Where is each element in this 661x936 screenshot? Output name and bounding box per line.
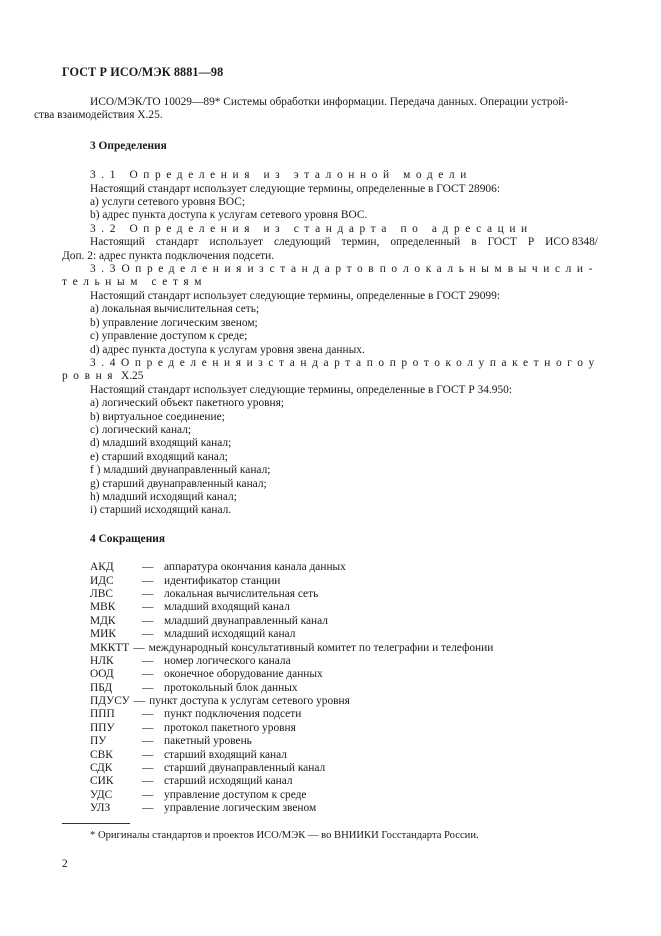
abbreviation-row [90,802,598,815]
abbreviation-dash: — [142,788,154,801]
word: локальным [403,263,508,276]
abbreviation-row [90,682,598,695]
intro-line-2: ства взаимодействия X.25. [34,109,163,122]
abbreviation-meaning: младший исходящий канал [164,628,296,641]
abbreviation-term: НЛК [90,654,114,667]
abbreviation-row [90,601,598,614]
abbreviation-meaning: протокольный блок данных [164,681,298,694]
abbreviation-term: УДС [90,788,113,801]
word: 3.4 [90,356,122,369]
word: ГОСТ [487,236,517,249]
abbreviation-meaning: старший исходящий канал [164,775,293,788]
abbreviation-term: ИДС [90,574,114,587]
abbreviation-row [90,695,598,708]
abbreviation-dash: — [142,721,154,734]
subsection-3-4-title-cont-spaced: ровня [62,370,119,383]
word: стандарт [155,236,199,249]
abbreviation-term: МККТТ [90,641,130,654]
abbreviation-row [90,708,598,721]
abbreviation-dash: — [142,601,154,614]
abbreviation-meaning: номер логического канала [164,654,291,667]
abbreviation-dash: — [142,614,154,627]
abbreviation-row [90,789,598,802]
footnote-divider [62,823,130,824]
subsection-3-3-title [62,263,598,276]
abbreviation-meaning: управление доступом к среде [164,788,307,801]
abbreviation-dash: — [142,654,154,667]
subsection-3-1-list [62,196,598,223]
abbreviation-dash: — [133,641,145,654]
word: из [246,356,269,369]
abbreviation-row [90,561,598,574]
abbreviation-row [90,775,598,788]
list-item: i) старший исходящий канал. [90,504,232,517]
abbreviation-term: ППП [90,708,115,721]
abbreviation-dash: — [142,681,154,694]
word: Р [527,236,535,249]
list-item: h) младший исходящий канал; [90,490,237,503]
list-item: c) управление доступом к среде; [90,330,248,343]
abbreviation-row [90,628,598,641]
subsection-3-1-intro: Настоящий стандарт использует следующие термины, определенные в ГОСТ 28906: [90,182,500,195]
footnote: * Оригиналы стандартов и проектов ИСО/МЭК — во ВНИИКИ Госстандарта России. [90,830,479,841]
abbreviation-meaning: оконечное оборудование данных [164,668,323,681]
abbreviation-dash: — [142,587,154,600]
subsection-3-2-intro [62,236,598,249]
abbreviation-meaning: младший входящий канал [164,601,290,614]
abbreviation-row [90,642,598,655]
abbreviation-term: ППУ [90,721,115,734]
abbreviation-term: ПДУСУ [90,695,130,708]
list-item: d) младший входящий канал; [90,437,232,450]
word: в [471,236,477,249]
abbreviation-row [90,615,598,628]
word: Определения [121,263,248,276]
subsection-3-1-title: 3.1 Определения из эталонной модели [90,169,472,182]
abbreviation-term: УЛЗ [90,802,111,815]
list-item: а) логический объект пакетного уровня; [90,397,285,410]
abbreviation-term: СДК [90,762,113,775]
intro-line-1: ИСО/МЭК/ТО 10029—89* Системы обработки информации. Передача данных. Операции устрой- [90,96,569,108]
abbreviation-term: МИК [90,628,116,641]
subsection-3-2-intro-cont: Доп. 2: адрес пункта подключения подсети. [62,249,275,262]
word: стандарта [268,356,367,369]
abbreviation-row [90,668,598,681]
abbreviation-dash: — [142,574,154,587]
list-item: d) адрес пункта доступа к услугам уровня звена данных. [90,343,365,356]
abbreviation-row [90,735,598,748]
word: термин, [341,236,380,249]
list-item: c) логический канал; [90,423,192,436]
subsection-3-2-title: 3.2 Определения из стандарта по адресации [90,222,533,235]
subsection-3-4-title [62,357,598,370]
subsection-3-3-title-cont: тельным сетям [62,276,208,289]
abbreviation-term: АКД [90,561,114,574]
abbreviation-term: ЛВС [90,587,113,600]
word: по [366,356,390,369]
subsection-3-3-intro: Настоящий стандарт использует следующие термины, определенные в ГОСТ 29099: [90,289,500,302]
abbreviation-dash: — [133,695,146,708]
abbreviation-list [62,561,598,815]
document-body [34,96,600,816]
abbreviation-meaning: пункт подключения подсети [164,708,302,721]
abbreviation-dash: — [142,748,154,761]
abbreviation-dash: — [142,802,154,815]
abbreviation-meaning: старший входящий канал [164,748,287,761]
abbreviation-dash: — [142,628,154,641]
abbreviation-meaning: управление логическим звеном [164,802,317,815]
word: у [588,356,600,369]
abbreviation-term: СВК [90,748,113,761]
abbreviation-row [90,722,598,735]
abbreviation-meaning: пакетный уровень [164,735,252,748]
section-4-heading: 4 Сокращения [90,532,166,545]
word: использует [209,236,264,249]
abbreviation-dash: — [142,668,154,681]
abbreviation-term: ПУ [90,735,107,748]
abbreviation-row [90,655,598,668]
intro-paragraph [34,96,598,123]
word: Настоящий [90,236,145,249]
list-item: e) старший входящий канал; [90,450,228,463]
abbreviation-term: ПБД [90,681,113,694]
list-item: b) адрес пункта доступа к услугам сетевого уровня ВОС. [90,209,368,222]
list-item: а) локальная вычислительная сеть; [90,303,260,316]
subsection-3-4-list [62,397,598,518]
abbreviation-meaning: протокол пакетного уровня [164,721,296,734]
abbreviation-row [90,588,598,601]
abbreviation-meaning: международный консультативный комитет по телеграфии и телефонии [148,641,494,654]
section-3-heading: 3 Определения [90,139,167,152]
abbreviation-term: ООД [90,668,114,681]
document-header: ГОСТ Р ИСО/МЭК 8881—98 [62,65,224,79]
abbreviation-dash: — [142,762,154,775]
word: 3.3 [90,263,122,276]
abbreviation-dash: — [142,735,154,748]
word: протоколу [389,356,490,369]
word: из [247,263,270,276]
abbreviation-meaning: локальная вычислительная сеть [164,587,319,600]
subsection-3-4-title-cont-plain: X.25 [120,370,144,383]
subsection-3-4-title-cont [62,370,598,383]
word: ИСО 8348/ [545,236,598,249]
abbreviation-term: СИК [90,775,114,788]
abbreviation-dash: — [142,708,154,721]
word: определенный [390,236,461,249]
word: по [379,263,403,276]
word: следующий [273,236,331,249]
list-item: f ) младший двунаправленный канал; [90,464,271,477]
page-number: 2 [62,858,68,870]
word: стандартов [269,263,380,276]
list-item: b) управление логическим звеном; [90,316,258,329]
abbreviation-meaning: аппаратура окончания канала данных [164,561,346,574]
word: вычисли- [507,263,598,276]
abbreviation-row [90,762,598,775]
subsection-3-3-list [62,303,598,357]
abbreviation-row [90,575,598,588]
list-item: b) виртуальное соединение; [90,410,225,423]
abbreviation-dash: — [142,561,154,574]
abbreviation-row [90,749,598,762]
word: Определения [121,356,247,369]
list-item: g) старший двунаправленный канал; [90,477,267,490]
abbreviation-dash: — [142,775,154,788]
subsection-3-4-intro: Настоящий стандарт использует следующие термины, определенные в ГОСТ Р 34.950: [90,383,513,396]
abbreviation-term: МВК [90,601,116,614]
abbreviation-term: МДК [90,614,116,627]
abbreviation-meaning: пункт доступа к услугам сетевого уровня [149,695,350,708]
word: пакетного [489,356,589,369]
abbreviation-meaning: идентификатор станции [164,574,281,587]
abbreviation-meaning: младший двунаправленный канал [164,614,328,627]
list-item: а) услуги сетевого уровня ВОС; [90,196,246,209]
abbreviation-meaning: старший двунаправленный канал [164,762,326,775]
